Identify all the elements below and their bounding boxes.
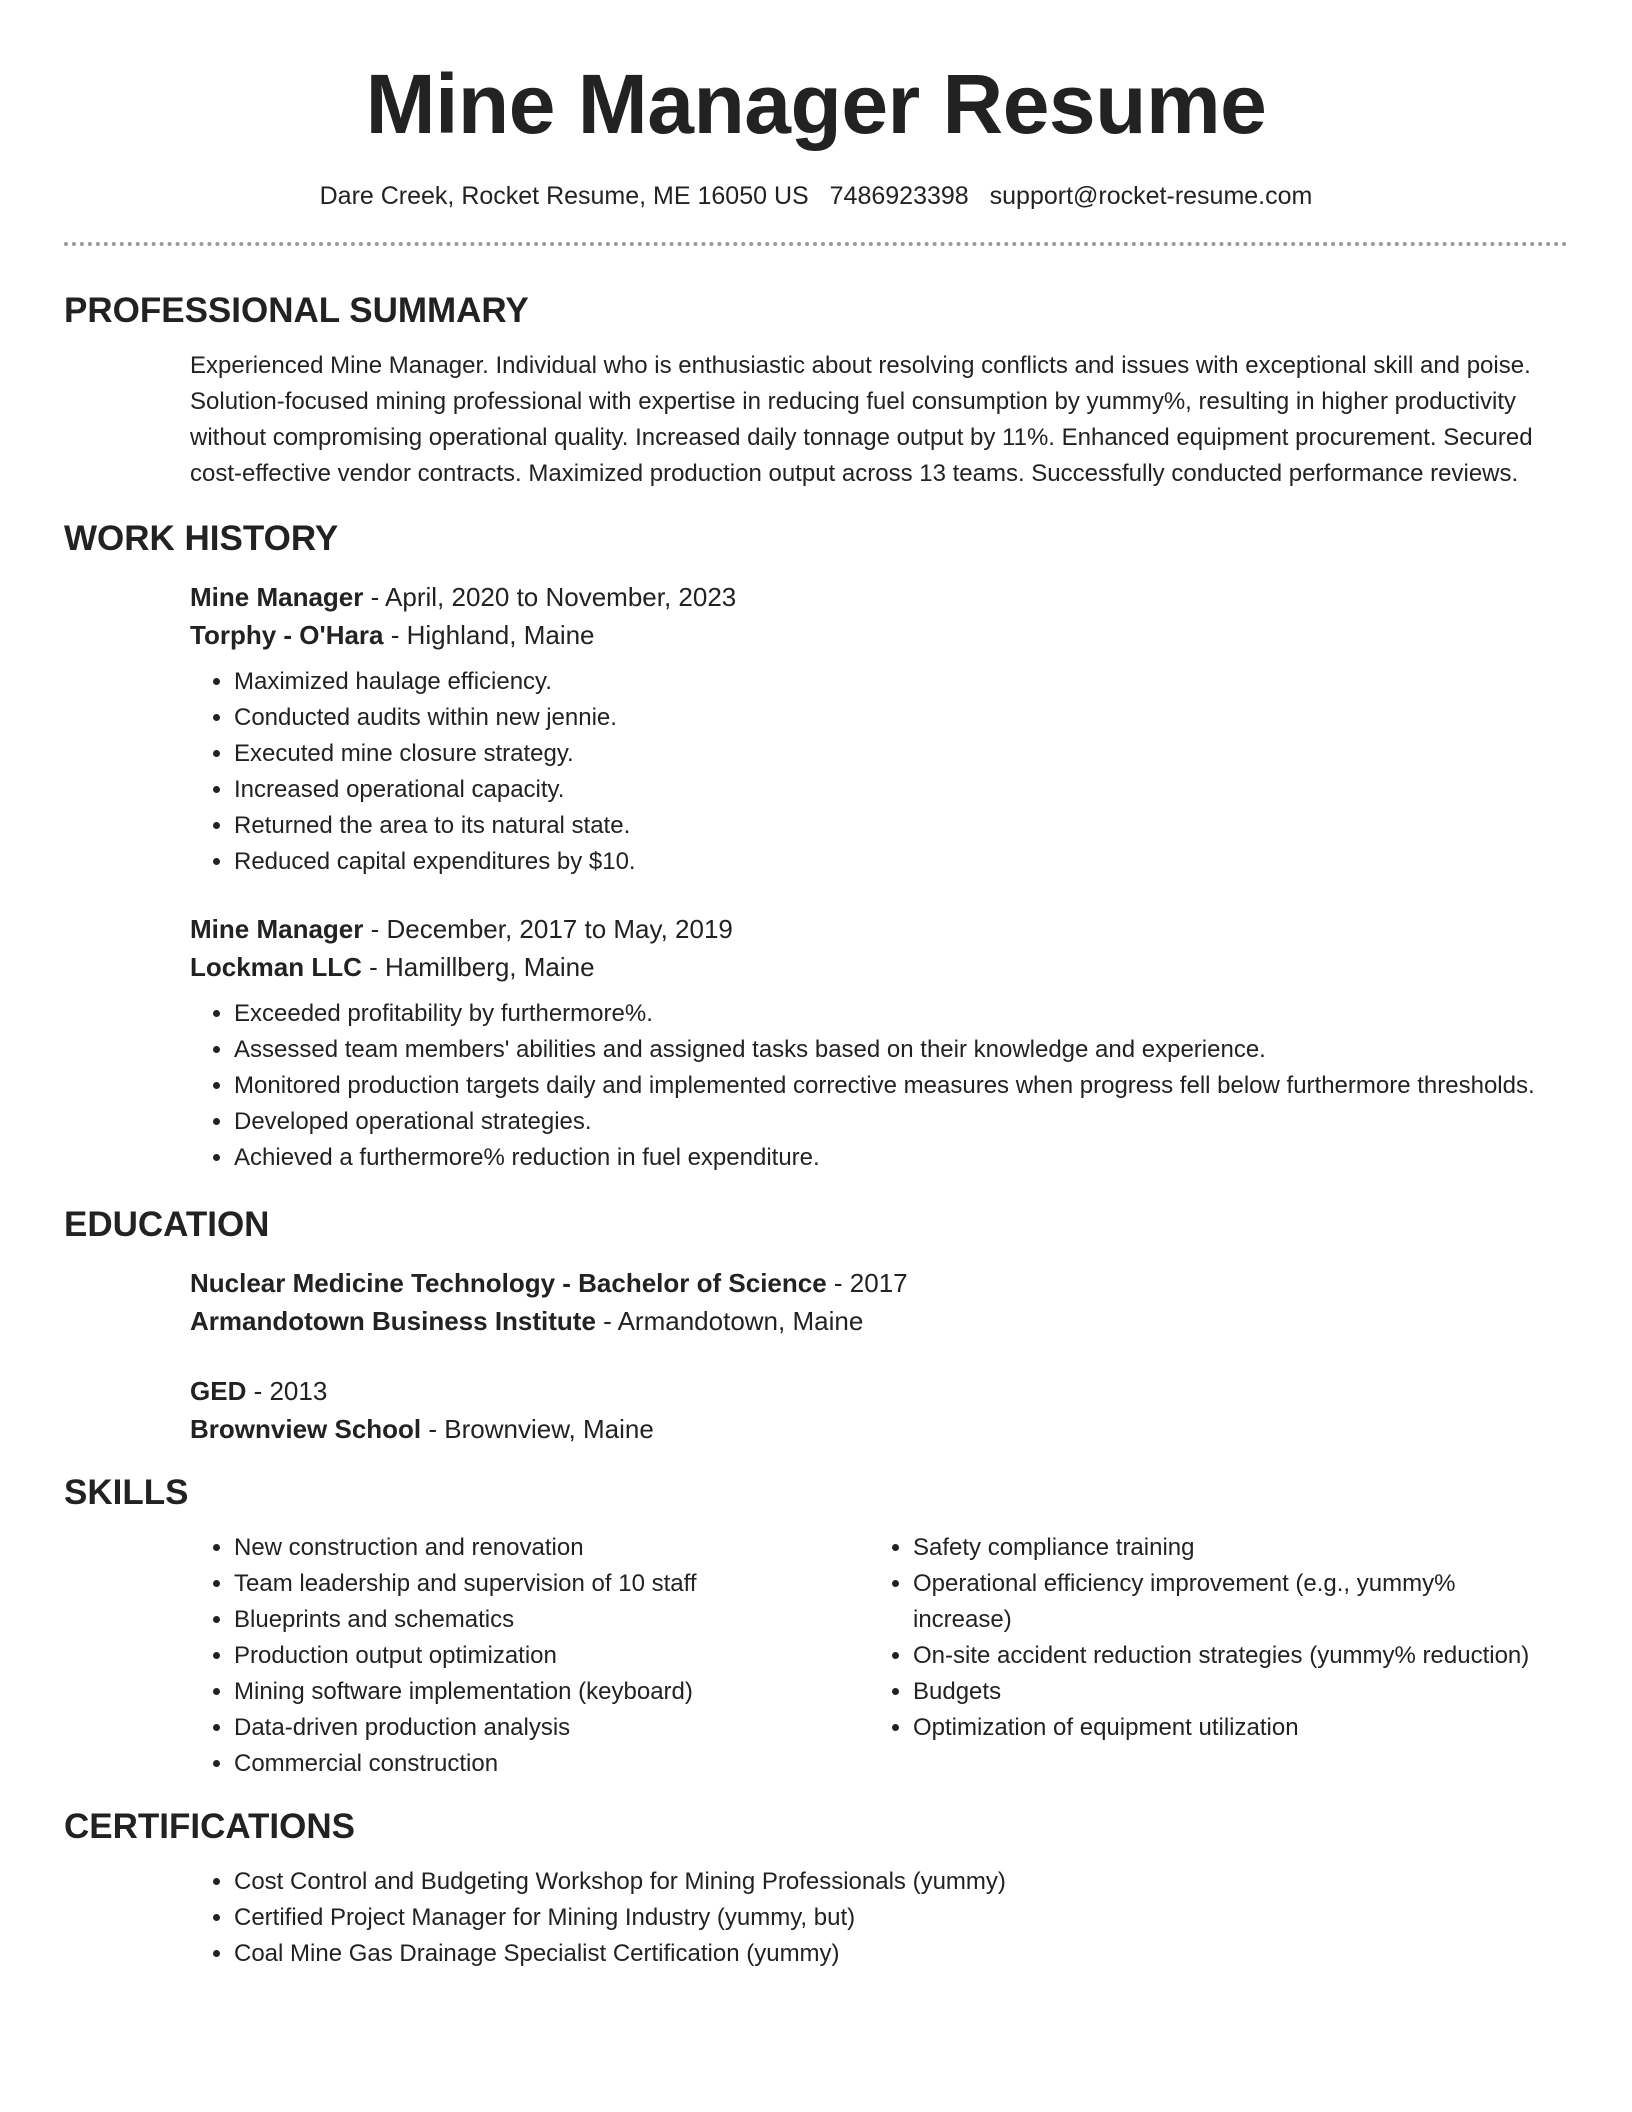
list-item: • Monitored production targets daily and implemented corrective measures when progress fell below furthermore thresholds. (234, 1068, 1568, 1104)
list-item: • Cost Control and Budgeting Workshop for Mining Professionals (yummy) (234, 1864, 1568, 1900)
job-title: Mine Manager (190, 914, 364, 944)
skills-column-right (869, 1530, 1548, 1782)
list-item: • On-site accident reduction strategies (yummy% reduction) (913, 1638, 1548, 1674)
list-item: • Achieved a furthermore% reduction in fuel expenditure. (234, 1140, 1568, 1176)
school: Brownview School (190, 1414, 422, 1444)
school-location: - Brownview, Maine (421, 1414, 654, 1444)
resume-title: Mine Manager Resume (365, 57, 1267, 151)
list-item: • Certified Project Manager for Mining Industry (yummy, but) (234, 1900, 1568, 1936)
contact-phone: 7486923398 (829, 182, 969, 210)
job-bullets (190, 664, 1568, 880)
contact-email: support@rocket-resume.com (989, 182, 1313, 210)
school: Armandotown Business Institute (190, 1306, 596, 1336)
summary-text: Experienced Mine Manager. Individual who is enthusiastic about resolving conflicts and issues with exceptional skill and poise. Solution-focused mining professional with expertise in reducing fuel consumption by yummy%, resulting in higher productivity without compromising operational quality. Increased daily tonnage output by 11%. Enhanced equipment procurement. Secured cost-effective vendor contracts. Maximized production output across 13 teams. Successfully conducted performance reviews. (190, 352, 1533, 487)
certifications-heading: CERTIFICATIONS (64, 1807, 356, 1846)
job-company-line (190, 616, 1568, 654)
list-item: • Safety compliance training (913, 1530, 1548, 1566)
list-item: • Returned the area to its natural state. (234, 808, 1568, 844)
summary-section (190, 348, 1568, 492)
job-location: - Hamillberg, Maine (361, 952, 595, 982)
list-item: • Data-driven production analysis (234, 1710, 869, 1746)
school-line (190, 1410, 1568, 1448)
degree-line (190, 1372, 1568, 1410)
education-entry (190, 1264, 1568, 1340)
list-item: • Developed operational strategies. (234, 1104, 1568, 1140)
list-item: • New construction and renovation (234, 1530, 869, 1566)
list-item: • Exceeded profitability by furthermore%. (234, 996, 1568, 1032)
job-entry (190, 910, 1568, 1176)
header-divider (64, 242, 1568, 246)
list-item: • Coal Mine Gas Drainage Specialist Certification (yummy) (234, 1936, 1568, 1972)
skills-list-right (869, 1530, 1548, 1746)
contact-line (64, 180, 1568, 212)
degree-line (190, 1264, 1568, 1302)
education-heading: EDUCATION (64, 1205, 270, 1244)
list-item: • Executed mine closure strategy. (234, 736, 1568, 772)
job-company: Lockman LLC (190, 952, 362, 982)
job-dates: - April, 2020 to November, 2023 (363, 582, 737, 612)
list-item: • Increased operational capacity. (234, 772, 1568, 808)
job-location: - Highland, Maine (383, 620, 595, 650)
work-history-section (190, 578, 1568, 1176)
skills-column-left (190, 1530, 869, 1782)
degree: Nuclear Medicine Technology - Bachelor of Science (190, 1268, 827, 1298)
list-item: • Mining software implementation (keyboard) (234, 1674, 869, 1710)
education-section (190, 1264, 1568, 1448)
list-item: • Reduced capital expenditures by $10. (234, 844, 1568, 880)
job-entry (190, 578, 1568, 880)
job-bullets (190, 996, 1568, 1176)
job-title: Mine Manager (190, 582, 364, 612)
job-title-line (190, 910, 1568, 948)
skills-heading: SKILLS (64, 1473, 189, 1512)
job-dates: - December, 2017 to May, 2019 (363, 914, 733, 944)
list-item: • Production output optimization (234, 1638, 869, 1674)
job-company-line (190, 948, 1568, 986)
resume-page (64, 0, 1568, 1972)
list-item: • Optimization of equipment utilization (913, 1710, 1548, 1746)
school-location: - Armandotown, Maine (595, 1306, 864, 1336)
skills-list-left (190, 1530, 869, 1782)
certifications-section (190, 1864, 1568, 1972)
certifications-list (190, 1864, 1568, 1972)
degree-year: - 2017 (826, 1268, 908, 1298)
list-item: • Assessed team members' abilities and assigned tasks based on their knowledge and experience. (234, 1032, 1568, 1068)
list-item: • Blueprints and schematics (234, 1602, 869, 1638)
list-item: • Commercial construction (234, 1746, 869, 1782)
skills-section (190, 1530, 1568, 1782)
summary-heading: PROFESSIONAL SUMMARY (64, 291, 529, 330)
job-company: Torphy - O'Hara (190, 620, 384, 650)
job-title-line (190, 578, 1568, 616)
education-entry (190, 1372, 1568, 1448)
list-item: • Operational efficiency improvement (e.g., yummy% increase) (913, 1566, 1548, 1638)
school-line (190, 1302, 1568, 1340)
list-item: • Maximized haulage efficiency. (234, 664, 1568, 700)
degree: GED (190, 1376, 247, 1406)
work-history-heading: WORK HISTORY (64, 519, 339, 558)
contact-address: Dare Creek, Rocket Resume, ME 16050 US (319, 182, 809, 210)
list-item: • Budgets (913, 1674, 1548, 1710)
list-item: • Team leadership and supervision of 10 staff (234, 1566, 869, 1602)
list-item: • Conducted audits within new jennie. (234, 700, 1568, 736)
degree-year: - 2013 (246, 1376, 328, 1406)
